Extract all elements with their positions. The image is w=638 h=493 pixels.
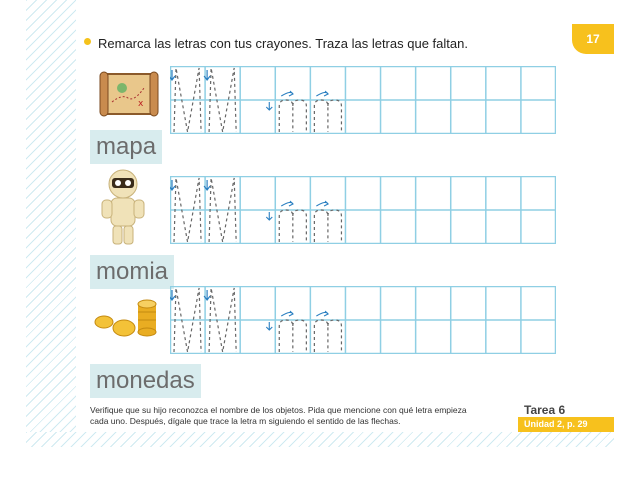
tarea-label: Tarea 6 (524, 403, 566, 417)
dashed-m-lowercase-trace (314, 100, 341, 132)
footer-note-line1: Verifique que su hijo reconozca el nombre de los objetos. Pida que mencione con qué letra empieza (90, 405, 467, 415)
dashed-m-lowercase-trace (314, 320, 341, 352)
writing-grid-mapa (170, 66, 556, 134)
arrow-icon (316, 91, 328, 96)
word-label-monedas: monedas (90, 364, 201, 398)
arrow-icon (316, 311, 328, 316)
instruction-text: Remarca las letras con tus crayones. Traza las letras que faltan. (98, 36, 468, 51)
arrow-icon (266, 102, 272, 110)
dashed-m-lowercase-trace (279, 320, 306, 352)
dashed-m-lowercase-trace (279, 210, 306, 242)
arrow-icon (266, 322, 272, 330)
arrow-icon (266, 212, 272, 220)
arrow-icon (281, 311, 293, 316)
bullet-icon (84, 38, 91, 45)
bottom-stripe-border (26, 432, 614, 447)
arrow-icon (281, 201, 293, 206)
footer-note (90, 405, 510, 427)
word-label-mapa: mapa (90, 130, 162, 164)
footer-note-line2: cada uno. Después, dígale que trace la letra m siguiendo el sentido de las flechas. (90, 416, 401, 426)
mummy-icon (98, 168, 148, 248)
svg-text:x: x (138, 99, 144, 109)
coins-icon (94, 298, 164, 340)
treasure-map-icon (98, 68, 160, 120)
writing-grid-monedas (170, 286, 556, 354)
arrow-icon (281, 91, 293, 96)
arrow-icon (316, 201, 328, 206)
page-number: 17 (572, 24, 614, 54)
left-stripe-border (26, 0, 76, 447)
dashed-m-lowercase-trace (279, 100, 306, 132)
unidad-badge: Unidad 2, p. 29 (518, 417, 614, 432)
word-label-momia: momia (90, 255, 174, 289)
dashed-m-lowercase-trace (314, 210, 341, 242)
writing-grid-momia (170, 176, 556, 244)
